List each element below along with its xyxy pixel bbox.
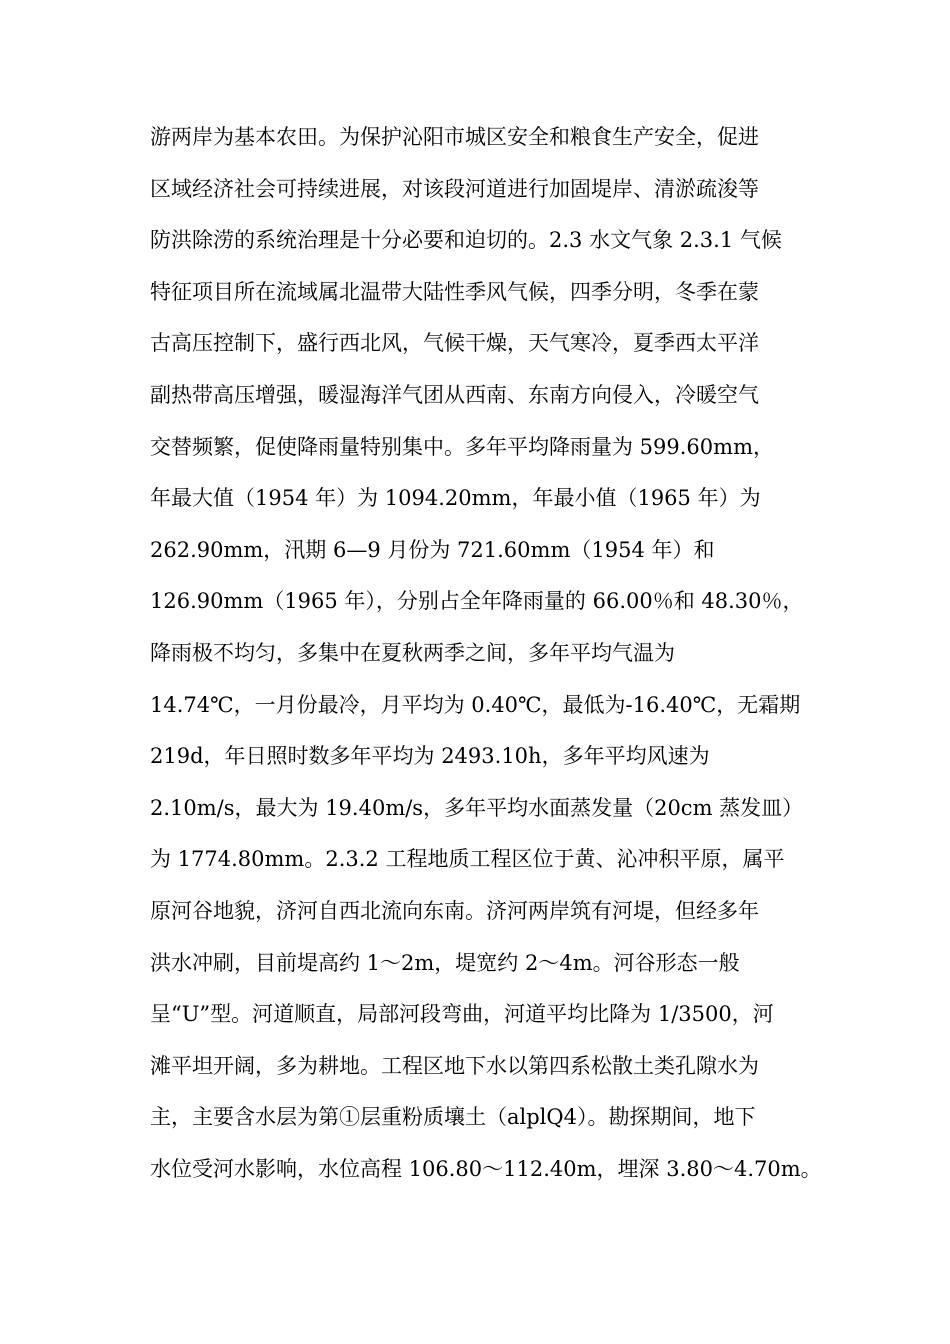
- text-line-9: 262.90mm，汛期 6—9 月份为 721.60mm（1954 年）和: [150, 537, 715, 562]
- text-line-20: 主，主要含水层为第①层重粉质壤土（alplQ4）。勘探期间，地下: [150, 1105, 756, 1130]
- text-line-4: 特征项目所在流域属北温带大陆性季风气候，四季分明，冬季在蒙: [150, 279, 759, 304]
- text-line-5: 古高压控制下，盛行西北风，气候干燥，天气寒冷，夏季西太平洋: [150, 331, 759, 356]
- text-line-2: 区域经济社会可持续进展，对该段河道进行加固堤岸、清淤疏浚等: [150, 176, 759, 201]
- text-line-18: 呈“U”型。河道顺直，局部河段弯曲，河道平均比降为 1/3500，河: [150, 1002, 774, 1027]
- text-line-21: 水位受河水影响，水位高程 106.80～112.40m，埋深 3.80～4.70m。: [150, 1156, 822, 1181]
- text-line-3: 防洪除涝的系统治理是十分必要和迫切的。2.3 水文气象 2.3.1 气候: [150, 228, 782, 253]
- text-line-10: 126.90mm（1965 年），分别占全年降雨量的 66.00％和 48.30％，: [150, 589, 804, 614]
- text-line-8: 年最大值（1954 年）为 1094.20mm，年最小值（1965 年）为: [150, 486, 761, 511]
- text-line-13: 219d，年日照时数多年平均为 2493.10h，多年平均风速为: [150, 744, 710, 769]
- text-line-14: 2.10m/s，最大为 19.40m/s，多年平均水面蒸发量（20cm 蒸发皿）: [150, 795, 804, 820]
- text-line-12: 14.74℃，一月份最冷，月平均为 0.40℃，最低为-16.40℃，无霜期: [150, 692, 801, 717]
- text-line-11: 降雨极不均匀，多集中在夏秋两季之间，多年平均气温为: [150, 640, 675, 665]
- body-text: [150, 112, 822, 1195]
- text-line-6: 副热带高压增强，暖湿海洋气团从西南、东南方向侵入，冷暖空气: [150, 382, 759, 407]
- text-line-7: 交替频繁，促使降雨量特别集中。多年平均降雨量为 599.60mm，: [150, 434, 774, 459]
- text-line-17: 洪水冲刷，目前堤高约 1～2m，堤宽约 2～4m。河谷形态一般: [150, 950, 740, 975]
- text-line-16: 原河谷地貌，济河自西北流向东南。济河两岸筑有河堤，但经多年: [150, 898, 759, 923]
- text-line-1: 游两岸为基本农田。为保护沁阳市城区安全和粮食生产安全，促进: [150, 125, 759, 149]
- text-line-19: 滩平坦开阔，多为耕地。工程区地下水以第四系松散土类孔隙水为: [150, 1053, 759, 1078]
- text-line-15: 为 1774.80mm。2.3.2 工程地质工程区位于黄、沁冲积平原，属平: [150, 847, 785, 872]
